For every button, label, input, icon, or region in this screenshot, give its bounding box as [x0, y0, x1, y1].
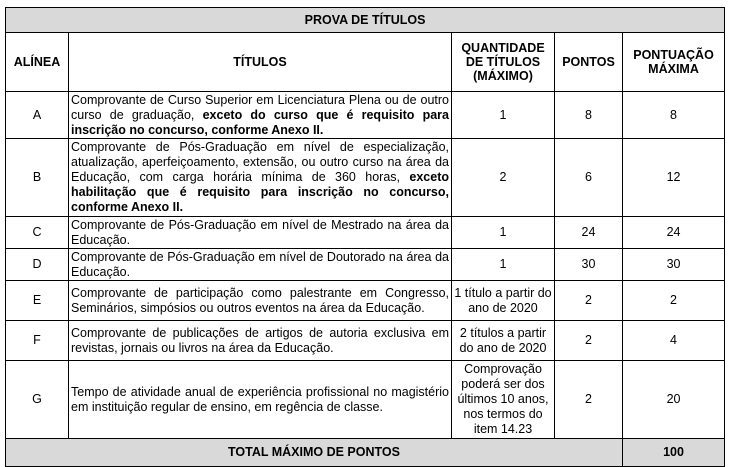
row-pontuacao-maxima: 24 [623, 217, 725, 249]
row-alinea: G [6, 361, 69, 439]
row-quantidade: 2 títulos a partir do ano de 2020 [452, 321, 555, 361]
header-quantidade: QUANTIDADE DE TÍTULOS (MÁXIMO) [452, 33, 555, 92]
row-pontos: 8 [555, 92, 623, 139]
row-alinea: C [6, 217, 69, 249]
row-description: Tempo de atividade anual de experiência profissional no magistério em instituição regular de ensino, em regência de classe. [69, 361, 452, 439]
row-pontuacao-maxima: 8 [623, 92, 725, 139]
table-row [6, 249, 725, 281]
row-description-text: Comprovante de Pós-Graduação em nível de especialização, atualização, aperfeiçoamento, extensão, ou outro curso na área da Educação, com carga horária mínima de 360 horas, [71, 140, 449, 184]
row-quantidade: 1 título a partir do ano de 2020 [452, 281, 555, 321]
row-quantidade: 2 [452, 139, 555, 217]
row-pontuacao-maxima: 20 [623, 361, 725, 439]
row-description: Comprovante de Pós-Graduação em nível de Doutorado na área da Educação. [69, 249, 452, 281]
table-title-row [6, 8, 725, 33]
row-alinea: E [6, 281, 69, 321]
row-description-text: Comprovante de Curso Superior em Licenciatura Plena ou de outro curso de graduação, [71, 92, 449, 122]
header-pontos: PONTOS [555, 33, 623, 92]
row-pontos: 2 [555, 321, 623, 361]
row-description [69, 92, 452, 139]
row-quantidade: Comprovação poderá ser dos últimos 10 anos, nos termos do item 14.23 [452, 361, 555, 439]
row-pontos: 30 [555, 249, 623, 281]
header-pontuacao-maxima: PONTUAÇÃO MÁXIMA [623, 33, 725, 92]
row-quantidade: 1 [452, 92, 555, 139]
header-titulos: TÍTULOS [69, 33, 452, 92]
row-quantidade: 1 [452, 217, 555, 249]
header-row [6, 33, 725, 92]
row-description-bold: exceto habilitação que é requisito para inscrição no concurso, conforme Anexo II. [71, 170, 449, 214]
prova-de-titulos-table [5, 7, 725, 467]
table-row [6, 281, 725, 321]
table-title: PROVA DE TÍTULOS [6, 8, 725, 33]
table-row [6, 139, 725, 217]
row-description-bold: exceto do curso que é requisito para inscrição no concurso, conforme Anexo II. [71, 107, 449, 137]
row-pontos: 6 [555, 139, 623, 217]
table-row [6, 217, 725, 249]
table-row [6, 321, 725, 361]
header-alinea: ALÍNEA [6, 33, 69, 92]
row-pontuacao-maxima: 4 [623, 321, 725, 361]
row-pontuacao-maxima: 30 [623, 249, 725, 281]
row-pontos: 2 [555, 361, 623, 439]
row-description [69, 139, 452, 217]
row-description: Comprovante de participação como palestrante em Congresso, Seminários, simpósios ou outros eventos na área da Educação. [69, 281, 452, 321]
row-description: Comprovante de publicações de artigos de autoria exclusiva em revistas, jornais ou livros na área da Educação. [69, 321, 452, 361]
table-row [6, 361, 725, 439]
row-pontos: 2 [555, 281, 623, 321]
total-label: TOTAL MÁXIMO DE PONTOS [6, 439, 623, 467]
row-pontuacao-maxima: 12 [623, 139, 725, 217]
total-row [6, 439, 725, 467]
row-quantidade: 1 [452, 249, 555, 281]
row-alinea: F [6, 321, 69, 361]
row-pontuacao-maxima: 2 [623, 281, 725, 321]
row-alinea: D [6, 249, 69, 281]
row-alinea: A [6, 92, 69, 139]
table-row [6, 92, 725, 139]
row-alinea: B [6, 139, 69, 217]
row-description: Comprovante de Pós-Graduação em nível de Mestrado na área da Educação. [69, 217, 452, 249]
row-pontos: 24 [555, 217, 623, 249]
total-value: 100 [623, 439, 725, 467]
